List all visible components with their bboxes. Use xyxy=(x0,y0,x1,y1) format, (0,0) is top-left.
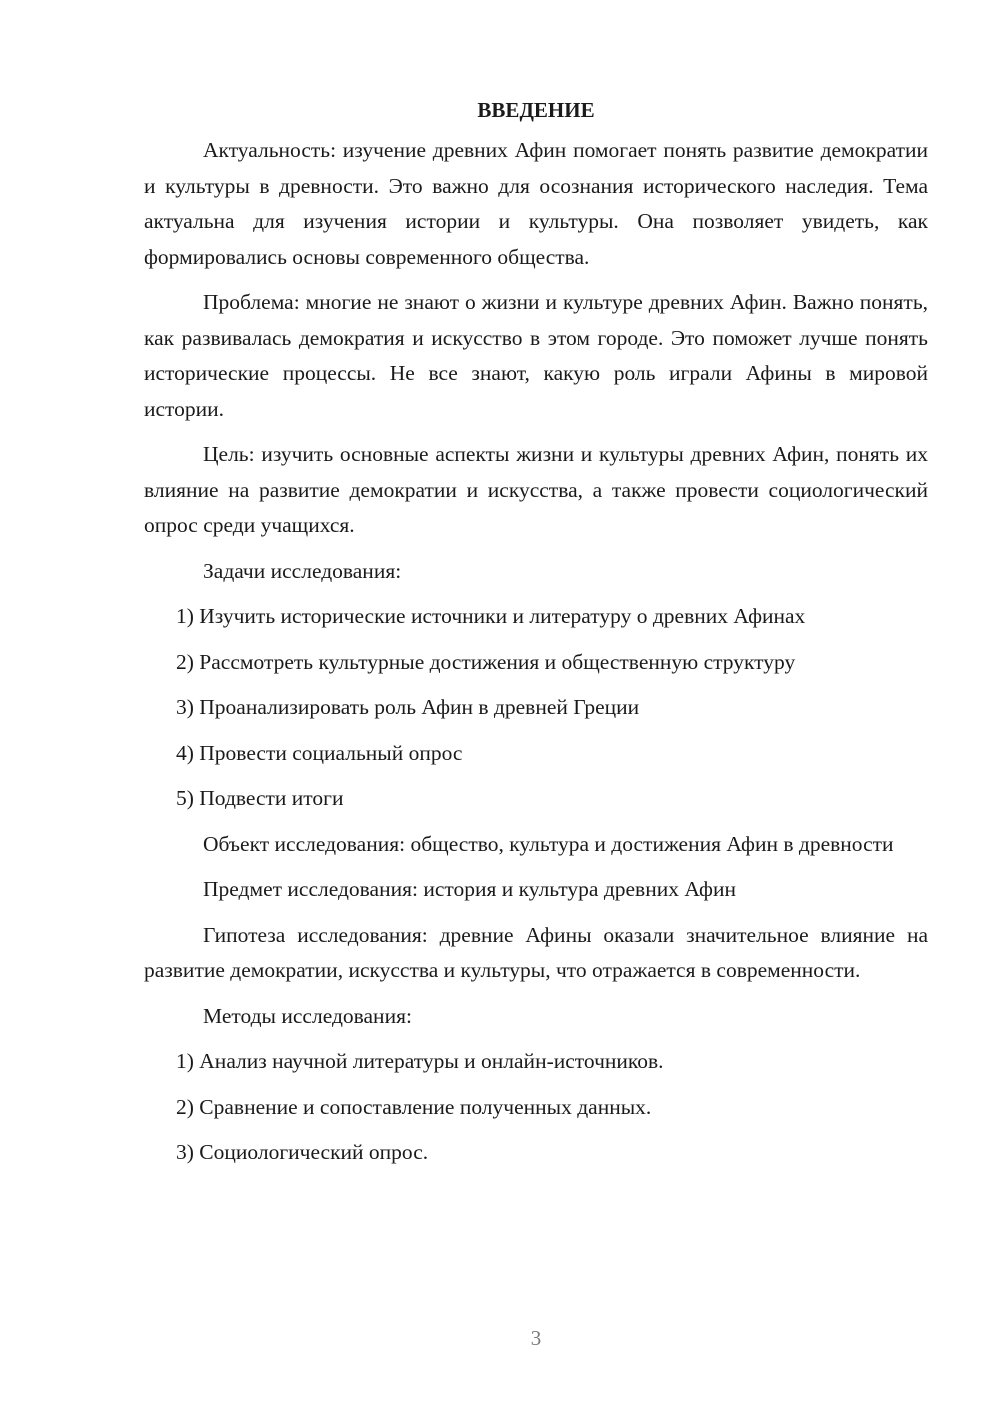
list-item: 2) Сравнение и сопоставление полученных данных. xyxy=(176,1094,652,1119)
list-item: 4) Провести социальный опрос xyxy=(176,740,463,765)
problem-paragraph: Проблема: многие не знают о жизни и культуре древних Афин. Важно понять, как развивалась демократия и искусство в этом городе. Это поможет лучше понять исторические процессы. Не все знают, какую роль играли Афины в мировой истории. xyxy=(144,290,928,421)
page-title: ВВЕДЕНИЕ xyxy=(477,98,595,122)
page-number: 3 xyxy=(530,1326,542,1350)
list-item: 3) Проанализировать роль Афин в древней Греции xyxy=(176,695,640,719)
tasks-heading: Задачи исследования: xyxy=(203,558,402,583)
methods-list xyxy=(144,1044,928,1171)
relevance-paragraph: Актуальность: изучение древних Афин помогает понять развитие демократии и культуры в древности. Это важно для осознания исторического наследия. Тема актуальна для изучения истории и культуры. Она позволяет увидеть, как формировались основы современного общества. xyxy=(144,138,928,269)
subject-paragraph: Предмет исследования: история и культура древних Афин xyxy=(203,877,736,901)
goal-paragraph: Цель: изучить основные аспекты жизни и культуры древних Афин, понять их влияние на развитие демократии и искусства, а также провести социологический опрос среди учащихся. xyxy=(144,442,928,537)
list-item: 5) Подвести итоги xyxy=(176,786,344,810)
object-paragraph: Объект исследования: общество, культура и достижения Афин в древности xyxy=(203,831,894,856)
list-item: 3) Социологический опрос. xyxy=(176,1140,429,1164)
list-item: 1) Изучить исторические источники и литературу о древних Афинах xyxy=(176,604,806,628)
document-page xyxy=(144,92,928,1181)
list-item: 2) Рассмотреть культурные достижения и общественную структуру xyxy=(176,649,796,674)
hypothesis-paragraph: Гипотеза исследования: древние Афины оказали значительное влияние на развитие демократии, искусства и культуры, что отражается в современности. xyxy=(144,922,928,982)
methods-heading: Методы исследования: xyxy=(203,1003,412,1028)
list-item: 1) Анализ научной литературы и онлайн-источников. xyxy=(176,1049,664,1073)
tasks-list xyxy=(144,599,928,817)
